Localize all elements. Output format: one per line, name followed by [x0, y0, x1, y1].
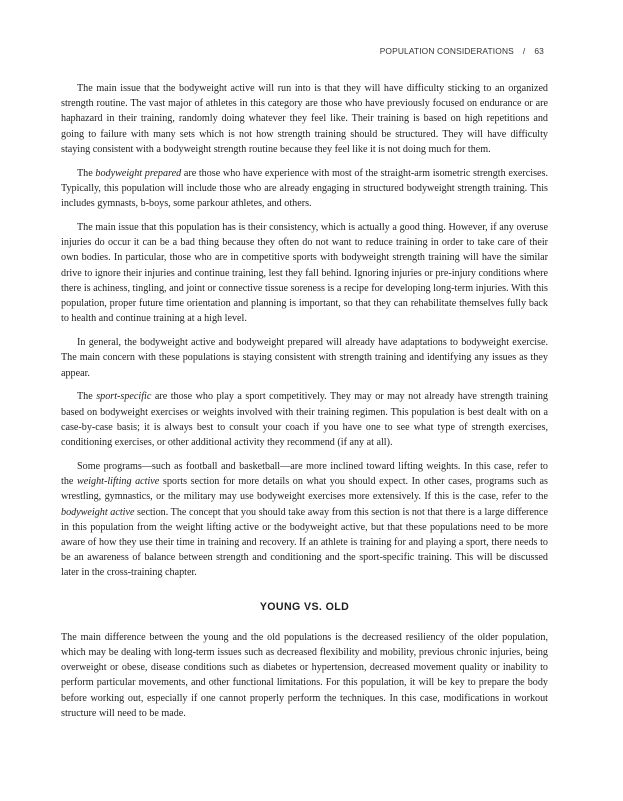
paragraph-text: sports section for more details on what you should expect. In other cases, programs such as wrestling, gymnastics, or the military may use bodyweight exercises more extensively. If this is the case, refer to the	[61, 476, 548, 503]
paragraph-text: Some programs—such as football and basketball—are more inclined toward lifting weights. In this case, refer to the	[61, 460, 548, 488]
running-head	[380, 46, 544, 56]
body-text	[61, 81, 548, 730]
term-bodyweight-active: bodyweight active	[61, 506, 135, 518]
paragraph-text: The	[77, 391, 97, 403]
paragraph-young-vs-old: The main difference between the young and the old populations is the decreased resiliency of the older population, which may be dealing with long-term issues such as decreased flexibility and mobility, previous chronic injuries, being overweight or obese, disease conditions such as diabetes or hypertension, decreased movement quality or inability to perform particular movements, and other functional limitations. For this population, it will be key to prepare the body before working out, especially if one cannot properly perform the techniques. In this case, modifications in workout structure will need to be made.	[61, 631, 548, 719]
term-weight-lifting-active: weight-lifting active	[76, 476, 160, 488]
paragraph-text: are those who have experience with most of the straight-arm isometric strength exercises. Typically, this population will include those who are already engaging in structured bodyweight strength training. This includes gymnasts, b-boys, some parkour athletes, and others.	[61, 167, 548, 210]
paragraph-sport-specific	[61, 389, 548, 450]
term-bodyweight-prepared: bodyweight prepared	[95, 167, 182, 179]
paragraph-adaptations: In general, the bodyweight active and bodyweight prepared will already have adaptations to bodyweight exercise. The main concern with these populations is staying consistent with strength training and identifying any issues as they appear.	[61, 337, 548, 379]
paragraph-some-programs	[61, 459, 548, 581]
page-number: 63	[534, 46, 544, 56]
paragraph-text: section. The concept that you should take away from this section is not that there is a large difference in this population from the weight lifting active or the bodyweight active, but that these populations need to be more aware of how they use their time in training and recovery. If an athlete is training for and playing a sport, there needs to be an awareness of balance between strength and conditioning and the sport-specific training. This will be discussed later in the cross-training chapter.	[61, 506, 548, 579]
running-head-section: POPULATION CONSIDERATIONS	[379, 46, 514, 56]
paragraph-bodyweight-prepared	[61, 166, 548, 212]
section-heading-young-vs-old: YOUNG VS. OLD	[259, 600, 350, 613]
paragraph-text: are those who play a sport competitively. They may or may not already have strength training based on bodyweight exercises or weights involved with their training regimen. This population is best dealt with on a case-by-case basis; it is always best to consult your coach if you have one to see what type of strength exercises, conditioning exercises, or other additional activity they recommend (if any at all).	[61, 391, 548, 449]
paragraph-text: The	[77, 167, 96, 179]
running-head-separator: /	[522, 46, 526, 56]
term-sport-specific: sport-specific	[96, 391, 152, 403]
paragraph-bodyweight-active-issue: The main issue that the bodyweight active will run into is that they will have difficulty sticking to an organized strength routine. The vast major of athletes in this category are those who have previously focused on endurance or are haphazard in their training, randomly doing whatever they feel like. Their training is based on high repetitions and going to failure with many sets which is not how strength training should be structured. They will have difficulty staying consistent with a bodyweight strength routine because they feel like it is not doing much for them.	[61, 83, 548, 155]
paragraph-consistency-issue: The main issue that this population has is their consistency, which is actually a good thing. However, if any overuse injuries do occur it can be a bad thing because they often do not want to reduce training in order to take care of their own bodies. In particular, those who are in competitive sports with bodyweight strength training will have the similar drive to ignore their injuries and continue training, lest they fall behind. Ignoring injuries or pre-injury conditions where there is achiness, tingling, and joint or connective tissue soreness is a recipe for developing long-term injuries. With this population, proper future time orientation and planning is important, so that they can rehabilitate themselves fully back to health and continue training at a high level.	[61, 222, 548, 325]
